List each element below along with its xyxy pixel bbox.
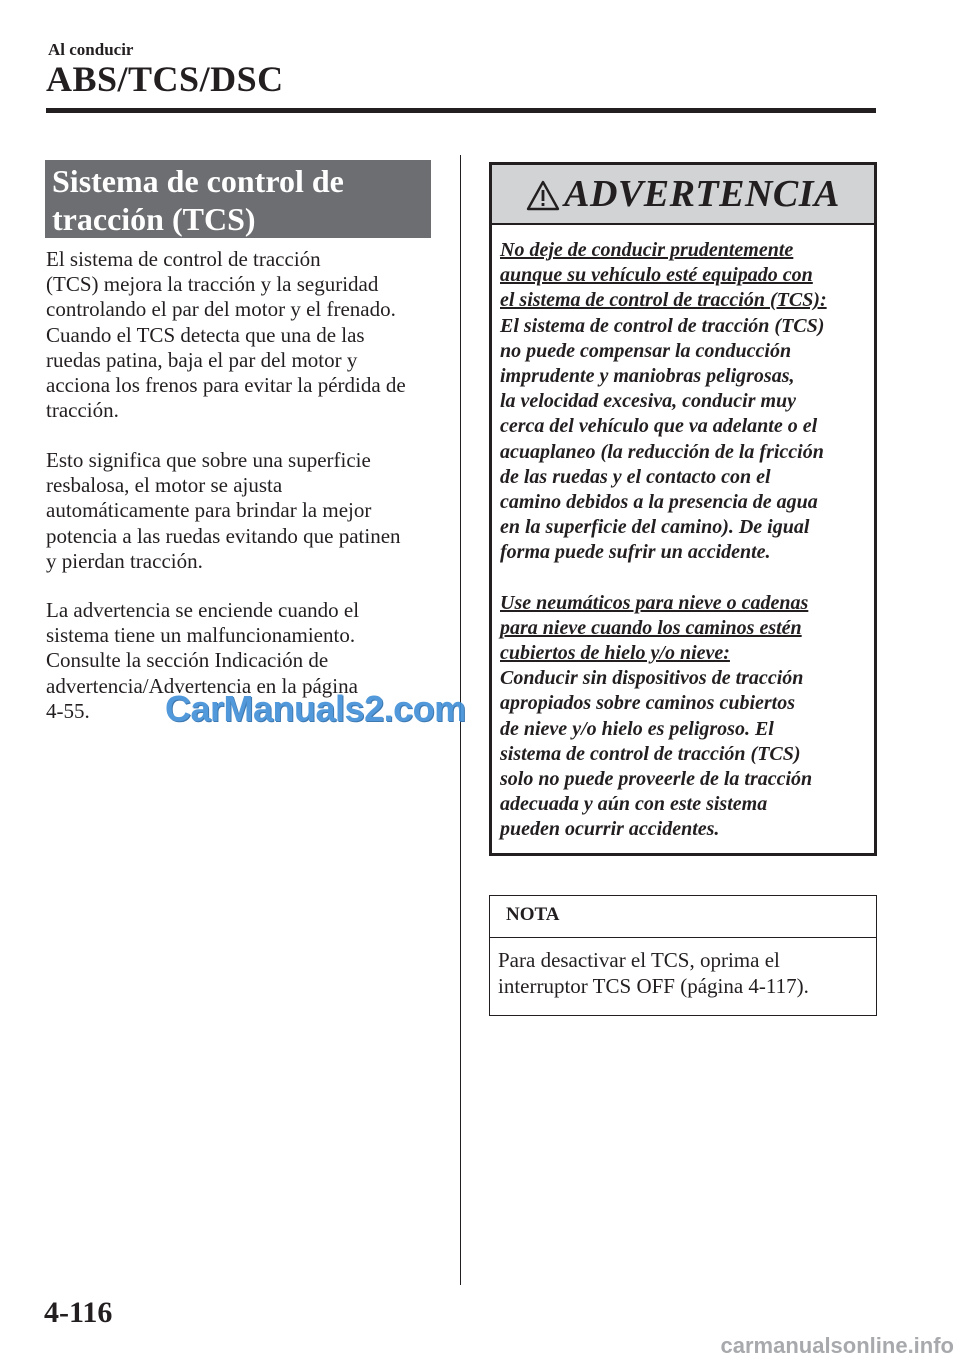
warning-text-line: sistema de control de tracción (TCS) xyxy=(500,742,801,765)
section-title-line: tracción (TCS) xyxy=(52,201,256,237)
warning-triangle-icon xyxy=(526,180,560,212)
warning-text-line: cerca del vehículo que va adelante o el xyxy=(500,415,818,438)
text-line: resbalosa, el motor se ajusta xyxy=(46,473,283,498)
text-line: 4-55. xyxy=(46,698,90,723)
text-line: advertencia/Advertencia en la página xyxy=(46,673,358,698)
section-title-line: Sistema de control de xyxy=(52,163,344,199)
text-line: El sistema de control de tracción xyxy=(46,247,321,271)
warning-text-line: pueden ocurrir accidentes. xyxy=(500,818,720,841)
warning-text-line: la velocidad excesiva, conducir muy xyxy=(500,390,797,413)
warning-text-line: en la superficie del camino). De igual xyxy=(500,516,810,539)
warning-title: ADVERTENCIA xyxy=(564,173,840,215)
note-title: NOTA xyxy=(490,896,876,938)
text-line: controlando el par del motor y el frenado. xyxy=(46,297,396,322)
warning-text-line: de nieve y/o hielo es peligroso. El xyxy=(500,717,774,740)
warning-header xyxy=(492,165,874,225)
text-line: Esto significa que sobre una superficie xyxy=(46,448,371,472)
note-text-line: interruptor TCS OFF (página 4-117). xyxy=(498,973,809,998)
text-line: (TCS) mejora la tracción y la seguridad xyxy=(46,272,379,297)
warning-text-line: forma puede sufrir un accidente. xyxy=(500,541,771,564)
text-line: potencia a las ruedas evitando que patinen xyxy=(46,523,401,548)
text-line: Cuando el TCS detecta que una de las xyxy=(46,322,365,347)
warning-heading-line: aunque su vehículo esté equipado con xyxy=(500,264,813,287)
warning-text-line: solo no puede proveerle de la tracción xyxy=(500,768,813,791)
text-line: tracción. xyxy=(46,398,119,423)
warning-text-line: El sistema de control de tracción (TCS) xyxy=(500,314,825,337)
warning-text-line: de las ruedas y el contacto con el xyxy=(500,465,771,488)
text-line: automáticamente para brindar la mejor xyxy=(46,498,372,523)
note-text-line: Para desactivar el TCS, oprima el xyxy=(498,948,780,972)
paragraph-tcs-description xyxy=(46,247,446,423)
note-box xyxy=(489,895,877,1016)
text-line: ruedas patina, baja el par del motor y xyxy=(46,347,358,372)
header-rule xyxy=(46,108,876,113)
paragraph-slippery-surface xyxy=(46,448,446,574)
section-title xyxy=(45,160,431,238)
text-line: y pierdan tracción. xyxy=(46,548,203,573)
warning-box xyxy=(489,162,877,856)
warning-text-line: adecuada y aún con este sistema xyxy=(500,793,768,816)
warning-heading-line: No deje de conducir prudentemente xyxy=(500,239,794,261)
note-body xyxy=(490,938,876,999)
warning-heading-line: para nieve cuando los caminos estén xyxy=(500,616,802,639)
warning-heading-line: Use neumáticos para nieve o cadenas xyxy=(500,591,809,614)
text-line: Consulte la sección Indicación de xyxy=(46,648,329,673)
footer-site-watermark: carmanualsonline.info xyxy=(720,1333,954,1358)
text-line: acciona los frenos para evitar la pérdida de xyxy=(46,373,406,398)
header-section-label: Al conducir xyxy=(48,40,134,59)
paragraph-gap xyxy=(500,566,866,591)
header-title: ABS/TCS/DSC xyxy=(46,59,284,99)
warning-text-line: acuaplaneo (la reducción de la fricción xyxy=(500,440,824,463)
warning-text-line: apropiados sobre caminos cubiertos xyxy=(500,692,796,715)
warning-text-line: no puede compensar la conducción xyxy=(500,339,792,362)
warning-heading-line: cubiertos de hielo y/o nieve: xyxy=(500,642,730,665)
warning-text-line: imprudente y maniobras peligrosas, xyxy=(500,365,795,388)
warning-text-line: camino debidos a la presencia de agua xyxy=(500,491,818,514)
watermark-logo: CarManuals2.com xyxy=(165,688,466,729)
text-line: La advertencia se enciende cuando el xyxy=(46,598,360,622)
warning-text-line: Conducir sin dispositivos de tracción xyxy=(500,667,804,690)
warning-heading-line: el sistema de control de tracción (TCS): xyxy=(500,289,827,312)
text-line: sistema tiene un malfuncionamiento. xyxy=(46,623,356,648)
warning-body xyxy=(492,225,874,843)
page-number: 4-116 xyxy=(44,1296,113,1329)
